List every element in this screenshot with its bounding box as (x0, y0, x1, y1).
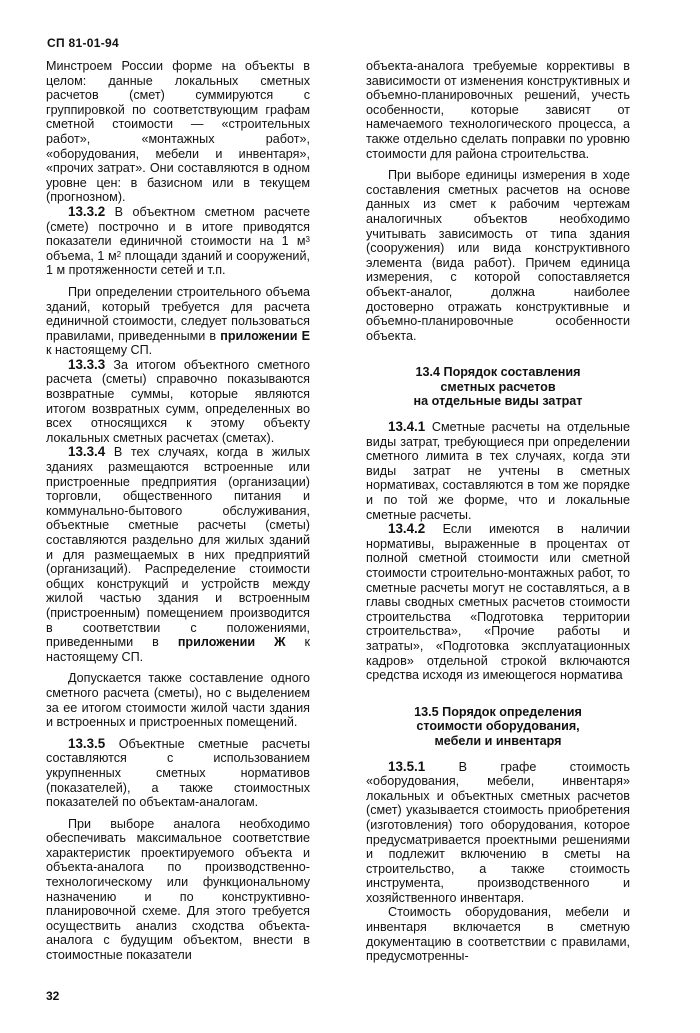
paragraph: При выборе единицы измерения в ходе составления сметных расчетов на основе данных из смет к рабочим чертежам аналогичных объектов необходимо учитывать зависимость от типа здания (сооружения) или вида конструктивного элемента (вида работ). Причем единица измерения, с которой сопоставляется объект-аналог, должна наиболее достоверно отражать конструктивные и объемно-планировочные особенности объекта. (366, 168, 630, 343)
paragraph: Допускается также составление одного сметного расчета (сметы), но с выделением за ее итогом стоимости жилой части здания и встроенных и пристроенных помещений. (46, 671, 310, 730)
clause-number: 13.5.1 (388, 758, 426, 774)
paragraph: При выборе аналога необходимо обеспечивать максимальное соответствие характеристик проектируемого объекта и объекта-аналога по производственно-технологическому или функциональному назначению и по конструктивно-планировочной схеме. Для этого требуется осуществить анализ сходства объекта-аналога с будущим объектом, внести в стоимостные показатели (46, 816, 310, 963)
paragraph-13-4-2 (366, 522, 630, 683)
paragraph-text: За итогом объектного сметного расчета (сметы) справочно показываются возвратные суммы, которые являются итогом возвратных сумм, определенных во всех относящихся к этому объекту локальных сметных расчетах (сметах). (46, 357, 310, 445)
section-heading-13-5 (366, 705, 630, 749)
paragraph-13-3-2 (46, 205, 310, 278)
paragraph-text: к настоящему СП. (46, 343, 153, 358)
paragraph-text: к настоящему СП. (46, 635, 310, 664)
paragraph-13-3-5 (46, 737, 310, 810)
document-code-header: СП 81-01-94 (47, 36, 119, 50)
heading-line: 13.4 Порядок составления (415, 365, 581, 380)
clause-number: 13.3.5 (68, 735, 106, 751)
superscript: 3 (305, 235, 310, 245)
paragraph-text: В графе стоимость «оборудования, мебели, инвентаря» локальных и объектных сметных расчетов (смет) указывается стоимость приобретения (изготовления) того оборудования, которое предусматривается проектными решениями и подлежит включению в сметы на строительство, а также стоимость инструмента, производственного и хозяйственного инвентаря. (366, 759, 630, 905)
heading-line: стоимости оборудования, (416, 719, 580, 734)
superscript: 2 (116, 249, 122, 259)
paragraph-13-3-3 (46, 358, 310, 446)
paragraph-text: Сметные расчеты на отдельные виды затрат, требующиеся при определении сметного лимита в тех случаях, когда эти виды затрат не учтены в сметных нормативах, составляются в том же порядке и по той же форме, что и локальные сметные расчеты. (366, 420, 630, 522)
left-column (46, 59, 310, 1033)
paragraph: Стоимость оборудования, мебели и инвентаря включается в сметную документацию в соответствии с правилами, предусмотренны- (366, 905, 630, 964)
clause-number: 13.4.1 (388, 419, 426, 435)
paragraph-text: площади зданий и сооружений, 1 м протяженности сетей и т.п. (46, 248, 310, 278)
paragraph: объекта-аналога требуемые коррективы в зависимости от изменения конструктивных и объемно-планировочных решений, учесть особенности, которые зависят от намечаемого технологического процесса, а также отдельно сделать поправки по уровню стоимости для района строительства. (366, 59, 630, 161)
paragraph-text: В объектном сметном расчете (смете) построчно и в итоге приводятся показатели единичной стоимости на 1 м (46, 204, 310, 249)
page-number: 32 (46, 988, 60, 1003)
paragraph-text: Если имеются в наличии нормативы, выраженные в процентах от полной сметной стоимости или сметной стоимости строительно-монтажных работ, то сметные расчеты могут не составляться, а в главы сводных сметных расчетов стоимости строительства «Подготовка территории строительства», «Прочие работы и затраты», «Подготовка эксплуатационных кадров» отдельной строкой включаются средства исходя из имеющегося норматива (366, 522, 630, 683)
clause-number: 13.3.2 (68, 203, 106, 219)
heading-line: мебели и инвентаря (434, 733, 562, 748)
appendix-reference: приложении Ж (177, 635, 286, 650)
paragraph (46, 285, 310, 358)
paragraph-13-3-4 (46, 445, 310, 664)
paragraph: Минстроем России форме на объекты в целом: данные локальных сметных расчетов (смет) суммируются с группировкой по соответствующим графам сметной стоимости — «строительных работ», «монтажных работ», «оборудования, мебели и инвентаря», «прочих затрат». Они составляются в одном уровне цен: в базисном или в текущем (прогнозном). (46, 59, 310, 205)
clause-number: 13.3.3 (68, 356, 106, 372)
heading-line: на отдельные виды затрат (413, 394, 583, 409)
right-column (366, 59, 630, 994)
heading-line: 13.5 Порядок определения (414, 704, 582, 719)
heading-line: сметных расчетов (440, 379, 556, 394)
paragraph-text: В тех случаях, когда в жилых зданиях размещаются встроенные или пристроенные предприятия (организации) торговли, общественного питания и коммунально-бытового обслуживания, объектные сметные расчеты (сметы) составляются раздельно для жилых зданий и для размещаемых в них предприятий (организаций). Распределение стоимости общих конструкций и устройств между жилой частью здания и встроенным (пристроенным) помещением производится в соответствии с положениями, приведенными в (46, 445, 310, 650)
paragraph-13-4-1 (366, 420, 630, 522)
paragraph-text: объема, 1 м (46, 248, 117, 263)
paragraph-text: Объектные сметные расчеты составляются с использованием укрупненных сметных нормативов (показателей), а также стоимостных показателей по объектам-аналогам. (46, 736, 310, 810)
paragraph-13-5-1 (366, 760, 630, 906)
section-heading-13-4 (366, 365, 630, 409)
clause-number: 13.4.2 (388, 521, 426, 537)
appendix-reference: приложении Е (220, 328, 310, 343)
paragraph-text: При определении строительного объема зданий, который требуется для расчета единичной стоимости, следует пользоваться правилами, приведенными в (46, 284, 310, 343)
clause-number: 13.3.4 (68, 444, 106, 460)
